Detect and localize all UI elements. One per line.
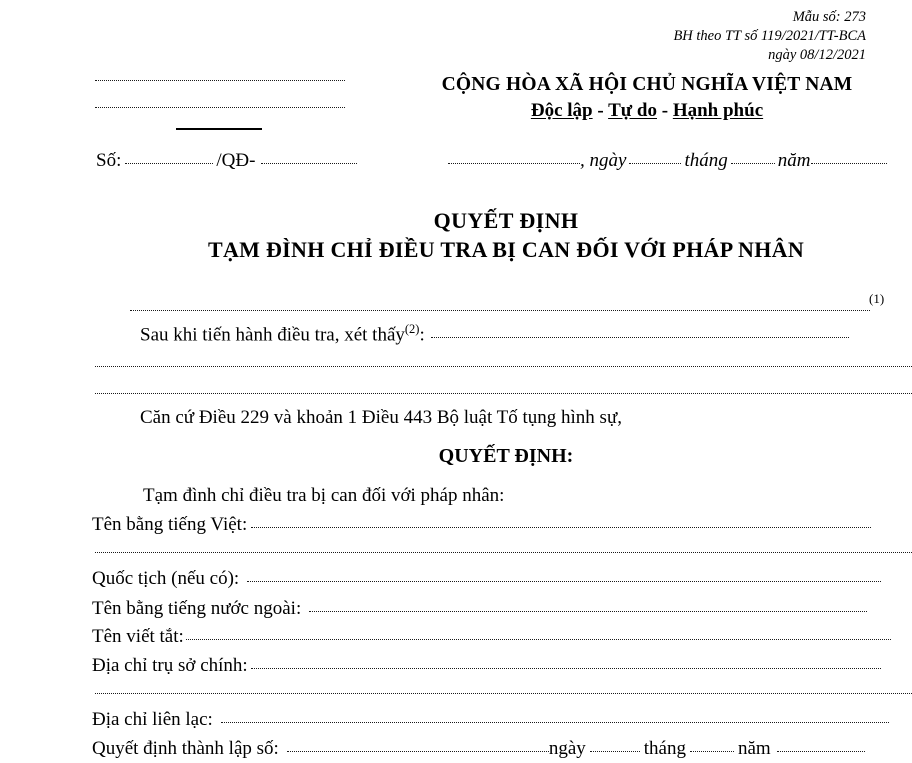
issuing-authority-footnote-ref: (1) [869,291,885,306]
consideration-row [140,322,849,346]
year-blank[interactable] [811,163,887,164]
document-number-separator: /QĐ- [216,150,256,171]
agency-name-blank-line-2[interactable] [95,107,345,108]
field-establishment-decision-label: Quyết định thành lập số: [92,738,279,759]
date-nam-label: năm [777,150,811,171]
form-issued-date: ngày 08/12/2021 [768,47,866,63]
consideration-blank-line-2[interactable] [95,366,912,367]
suspension-statement: Tạm đình chỉ điều tra bị can đối với pháp nhân: [143,485,505,506]
field-name-foreign-row [92,598,867,620]
field-name-vietnamese-input[interactable] [251,527,871,528]
field-contact-address-row [92,709,889,731]
field-name-vietnamese-label: Tên bằng tiếng Việt: [92,514,248,535]
establishment-year-blank[interactable] [777,751,865,752]
motto-separator-1: - [592,100,609,121]
form-number: Mẫu số: 273 [792,9,866,25]
document-number-label: Số: [96,150,122,171]
decision-title-line-2: TẠM ĐÌNH CHỈ ĐIỀU TRA BỊ CAN ĐỐI VỚI PHÁP NHÂN [207,237,805,262]
field-contact-address-label: Địa chỉ liên lạc: [92,709,213,730]
decides-heading: QUYẾT ĐỊNH: [438,445,574,467]
motto-separator-2: - [657,100,673,121]
establishment-nam-label: năm [737,738,771,759]
field-name-foreign-input[interactable] [309,611,867,612]
field-establishment-decision-input[interactable] [287,751,549,752]
consideration-blank-line-3[interactable] [95,393,912,394]
motto-freedom: Tự do [608,100,657,121]
decision-title-line-1: QUYẾT ĐỊNH [433,208,579,233]
place-blank[interactable] [448,163,580,164]
field-nationality-row [92,568,881,590]
consideration-blank-line-1[interactable] [431,337,849,338]
place-and-date-row [448,150,887,172]
month-blank[interactable] [731,163,775,164]
document-number-suffix-blank[interactable] [261,163,357,164]
motto-independence: Độc lập [530,100,593,121]
form-issued-under: BH theo TT số 119/2021/TT-BCA [673,28,866,44]
establishment-ngay-label: ngày [548,738,586,759]
field-headquarters-input-line-2[interactable] [95,693,912,694]
field-name-vietnamese-input-line-2[interactable] [95,552,912,553]
issuing-authority-blank[interactable] [130,310,870,311]
legal-basis-text: Căn cứ Điều 229 và khoản 1 Điều 443 Bộ luật Tố tụng hình sự, [140,407,622,428]
form-meta-block [673,8,866,65]
agency-name-blank-line-1[interactable] [95,80,345,81]
motto-happiness: Hạnh phúc [672,100,764,121]
field-abbreviation-label: Tên viết tắt: [92,626,184,647]
consideration-colon: : [419,324,425,346]
date-ngay-label: , ngày [580,150,627,171]
field-name-vietnamese-row [92,514,871,536]
consideration-label: Sau khi tiến hành điều tra, xét thấy [140,324,405,346]
field-abbreviation-input[interactable] [186,639,891,640]
field-nationality-label: Quốc tịch (nếu có): [92,568,240,589]
date-thang-label: tháng [684,150,728,171]
field-headquarters-row [92,655,881,677]
field-contact-address-input[interactable] [221,722,889,723]
document-number-row [96,150,357,172]
field-headquarters-input[interactable] [251,668,881,669]
national-heading-country: CỘNG HÒA XÃ HỘI CHỦ NGHĨA VIỆT NAM [441,74,853,95]
establishment-day-blank[interactable] [590,751,640,752]
consideration-footnote-ref: (2) [404,322,420,336]
establishment-thang-label: tháng [643,738,686,759]
field-nationality-input[interactable] [247,581,881,582]
establishment-month-blank[interactable] [690,751,734,752]
field-headquarters-label: Địa chỉ trụ sở chính: [92,655,248,676]
day-blank[interactable] [629,163,681,164]
agency-divider-rule [176,128,262,130]
field-abbreviation-row [92,626,891,648]
field-establishment-decision-row [92,738,865,760]
field-name-foreign-label: Tên bằng tiếng nước ngoài: [92,598,302,619]
national-heading-motto [432,100,862,122]
document-number-blank[interactable] [125,163,213,164]
